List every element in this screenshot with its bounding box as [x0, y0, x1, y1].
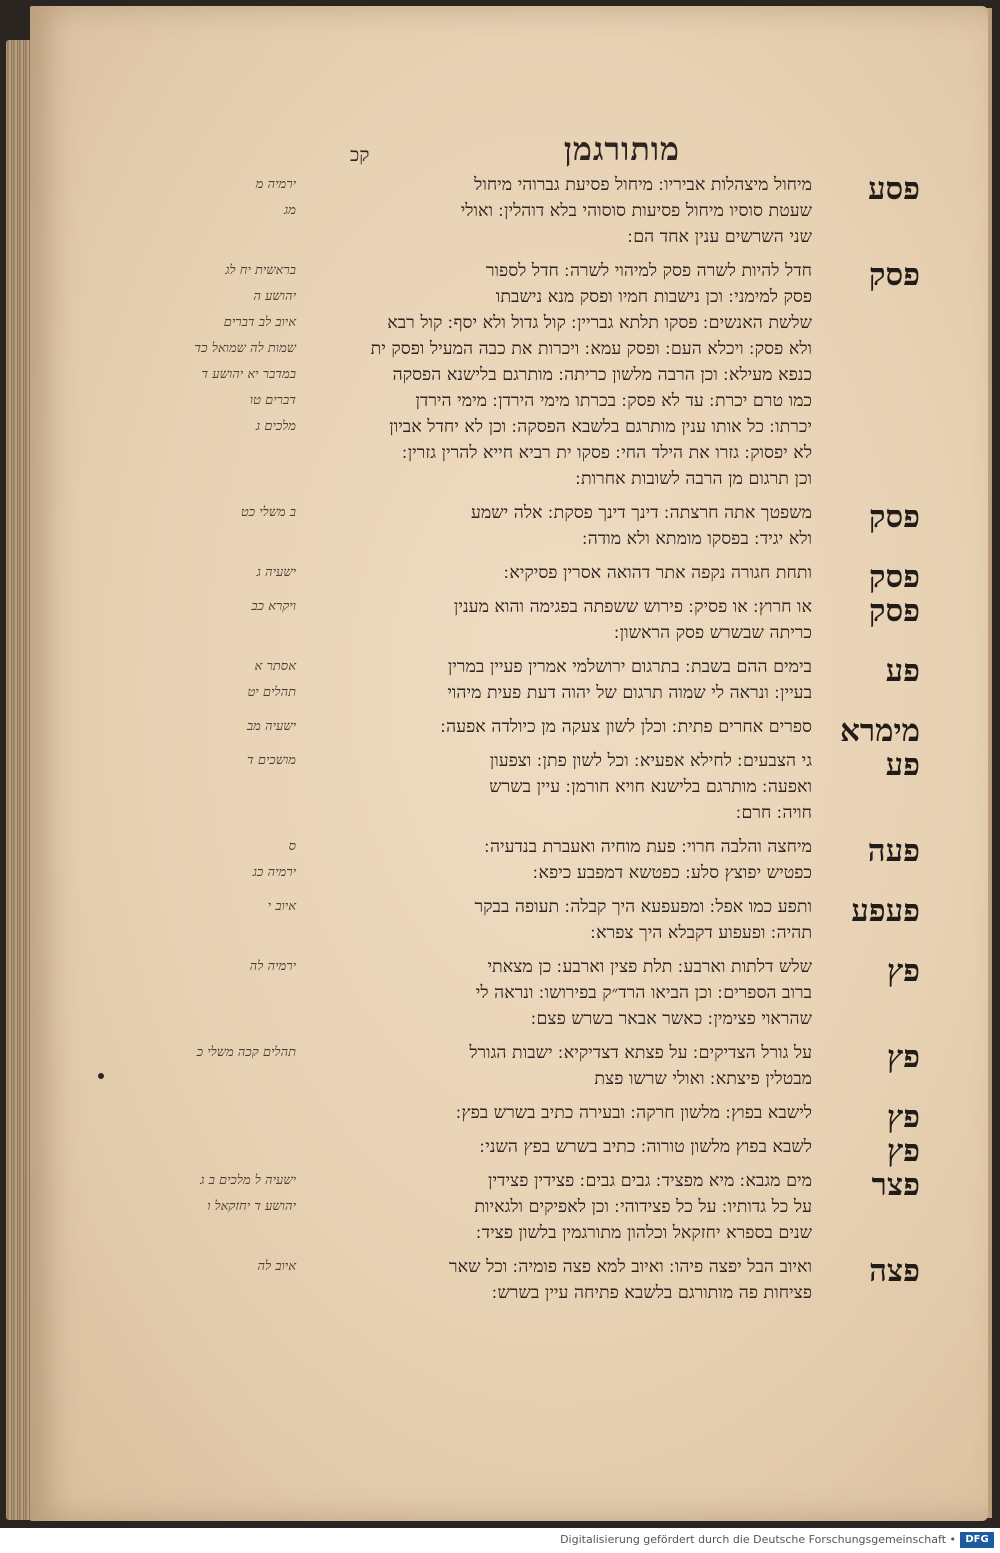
entry-line: כפטיש יפוצץ סלע ׃ כפטשא דמפבע כיפא ׃ — [532, 863, 812, 883]
margin-reference: מושכים ד — [247, 753, 296, 768]
entry-text — [300, 1134, 812, 1160]
entry-headword: פסק — [868, 559, 920, 595]
entry-text — [300, 894, 812, 946]
dictionary-entry — [200, 654, 920, 706]
margin-references — [192, 748, 296, 774]
margin-reference: ס — [288, 839, 296, 854]
margin-references — [192, 258, 296, 440]
entry-line: ולא יגיד ׃ בפסקו מומתא ולא מודה ׃ — [582, 529, 812, 549]
dictionary-entry — [200, 834, 920, 886]
entry-line: לישבא בפוץ ׃ מלשון חרקה ׃ ובעירה כתיב בשרש בפץ ׃ — [455, 1103, 812, 1123]
entry-line: שהראוי פצימין ׃ כאשר אבאר בשרש פצם ׃ — [530, 1009, 812, 1029]
entry-line: לא יפסוק ׃ גזרו את הילד החי ׃ פסקו ית רביא חייא להרין גזרין ׃ — [402, 443, 812, 463]
entry-text — [300, 1168, 812, 1246]
entry-line: ואיוב הבל יפצה פיהו ׃ ואיוב למא פצה פומיה ׃ וכל שאר — [449, 1257, 812, 1277]
folio-number: קכ — [350, 144, 370, 166]
dictionary-entry — [200, 1254, 920, 1306]
entry-headword: פע — [885, 653, 920, 689]
entry-headword: פצה — [869, 1253, 920, 1289]
digitization-footer — [0, 1528, 1000, 1553]
entry-line: לשבא בפוץ מלשון טורוה ׃ כתיב בשרש בפץ השני ׃ — [479, 1137, 812, 1157]
margin-reference: אסתר א — [254, 659, 296, 674]
entry-line: משפטך אתה חרצתה ׃ דינך דינך פסקת ׃ אלה ישמע — [470, 503, 812, 523]
margin-references — [192, 714, 296, 740]
entry-line: חויה ׃ חרם ׃ — [735, 803, 812, 823]
entry-text — [300, 834, 812, 886]
margin-references — [192, 560, 296, 586]
footer-credit: Digitalisierung gefördert durch die Deutsche Forschungsgemeinschaft • — [560, 1533, 956, 1546]
entry-line: ברוב הספרים ׃ וכן הביאו הרד״ק בפירושו ׃ ונראה לי — [475, 983, 812, 1003]
margin-references — [192, 1168, 296, 1220]
entry-line: שני השרשים ענין אחד הם ׃ — [627, 227, 812, 247]
entry-line: שלשת האנשים ׃ פסקו תלתא גבריין ׃ קול גדול ולא יסף ׃ קול רבא — [387, 313, 812, 333]
entry-line: בימים ההם בשבת ׃ בתרגום ירושלמי אמרין פעיין במרין — [447, 657, 812, 677]
page-header — [300, 130, 680, 176]
entry-line: כמו טרם יכרת ׃ עד לא פסק ׃ בכרתו מימי הירדן ׃ מימי הירדן — [415, 391, 812, 411]
dictionary-entry — [200, 713, 920, 749]
entry-line: ותפע כמו אפל ׃ ומפעפעא היך קבלה ׃ תעופה בבקר — [474, 897, 812, 917]
margin-reference: איוב לה — [257, 1259, 296, 1274]
entry-text — [300, 1040, 812, 1092]
entry-headword: פעה — [867, 833, 920, 869]
entry-line: על גורל הצדיקים ׃ על פצתא דצדיקיא ׃ ישבות הגורל — [469, 1043, 812, 1063]
dfg-logo: DFG — [960, 1532, 994, 1548]
entry-line: וכן תרגום מן הרבה לשובות אחרות ׃ — [575, 469, 812, 489]
entry-line: יכרתו ׃ כל אותו ענין מותרגם בלשבא הפסקה ׃ וכן לא יחדל אביון — [389, 417, 812, 437]
margin-reference: איוב י — [267, 899, 296, 914]
entry-headword: פסק — [868, 593, 920, 629]
entry-text — [300, 1100, 812, 1126]
margin-reference: איוב לב דברים — [223, 315, 296, 330]
entry-headword: פץ — [886, 1133, 920, 1169]
dictionary-entry — [200, 559, 920, 595]
margin-references — [192, 172, 296, 224]
entry-line: על כל גדותיו ׃ על כל פצידוהי ׃ וכן לאפיקים ולגאיות — [474, 1197, 812, 1217]
dictionary-entry — [200, 1099, 920, 1135]
margin-references — [192, 1040, 296, 1066]
entry-headword: פעפע — [851, 893, 920, 929]
entry-text — [300, 1254, 812, 1306]
dictionary-entry — [200, 894, 920, 946]
margin-references — [192, 1254, 296, 1280]
margin-reference: ויקרא כב — [251, 599, 296, 614]
entry-line: ספרים אחרים פתית ׃ וכלן לשון צעקה מן כיולדה אפעה ׃ — [440, 717, 812, 737]
margin-references — [192, 654, 296, 706]
dictionary-entry — [200, 1133, 920, 1169]
margin-reference: ישעיה מב — [246, 719, 296, 734]
dictionary-entry — [200, 594, 920, 646]
margin-reference: ירמיה מ — [255, 177, 296, 192]
margin-reference: מלכים ג — [255, 419, 296, 434]
margin-reference: ב משלי כט — [240, 505, 296, 520]
entry-line: חדל להיות לשרה פסק למיהוי לשרה ׃ חדל לספור — [485, 261, 812, 281]
entry-text — [300, 954, 812, 1032]
entry-line: מיחול מיצהלות אביריו ׃ מיחול פסיעת גברוהי מיחול — [474, 175, 812, 195]
entry-line: שנים בספרא יחזקאל וכלהון מתורגמין בלשון פציד ׃ — [476, 1223, 812, 1243]
margin-references — [192, 834, 296, 886]
entry-text — [300, 748, 812, 826]
entry-headword: מימרא — [839, 713, 920, 749]
entry-text — [300, 714, 812, 740]
dictionary-entry — [200, 954, 920, 1032]
entry-line: שלש דלתות וארבע ׃ תלת פצין וארבע ׃ כן מצאתי — [487, 957, 812, 977]
entry-line: או חרוץ ׃ או פסיק ׃ פירוש ששפתה בפגימה והוא מענין — [453, 597, 812, 617]
entry-headword: פץ — [886, 1039, 920, 1075]
entry-text — [300, 594, 812, 646]
entry-headword: פץ — [886, 1099, 920, 1135]
entry-headword: פסק — [868, 257, 920, 293]
margin-references — [192, 500, 296, 526]
margin-reference: מג — [284, 203, 296, 218]
margin-reference: ירמיה לה — [249, 959, 296, 974]
dictionary-entry — [200, 172, 920, 250]
entry-line: מבטלין פיצתא ׃ ואולי שרשו פצת — [594, 1069, 812, 1089]
margin-reference: ישעיה ל מלכים ב ג — [200, 1173, 296, 1188]
entry-line: מיחצה והלבה חרוי ׃ פעת מוחיה ואעברת בנדעיה ׃ — [484, 837, 812, 857]
entry-line: פסק למימני ׃ וכן נישבות חמיו ופסק מנא נישבתו — [495, 287, 812, 307]
entry-text — [300, 654, 812, 706]
margin-reference: דברים טו — [249, 393, 296, 408]
entry-headword: פסק — [868, 499, 920, 535]
dictionary-entry — [194, 257, 920, 492]
entry-line: ולא פסק ׃ ויכלא העם ׃ ופסק עמא ׃ ויכרות את כבה המעיל ופסק ית — [370, 339, 812, 359]
margin-reference: ישעיה ג — [256, 565, 296, 580]
margin-reference: יהושע ד יחזקאל ו — [207, 1199, 296, 1214]
entry-line: פציחות פה מותורגם בלשבא פתיחה עיין בשרש ׃ — [491, 1283, 812, 1303]
entry-line: בעיין ׃ ונראה לי שמוה תרגום של יהוה דעת פעית מיהוי — [447, 683, 812, 703]
margin-reference: שמות לה שמואל כד — [194, 341, 296, 356]
entry-line: שעטת סוסיו מיחול פסיעות סוסוהי בלא דוהלין ׃ ואולי — [460, 201, 812, 221]
book-spine-edge — [6, 40, 32, 1520]
entry-line: ואפעה ׃ מותרגם בלישנא חויא חורמן ׃ עיין בשרש — [489, 777, 812, 797]
entry-line: גי הצבעים ׃ לחילא אפעיא ׃ וכל לשון פתן ׃ וצפעון — [489, 751, 812, 771]
running-head: מותורגמן — [563, 130, 680, 168]
entry-headword: פץ — [886, 953, 920, 989]
entry-text — [300, 500, 812, 552]
margin-reference: במדבר יא יהושע ד — [201, 367, 296, 382]
entry-headword: פצר — [871, 1167, 920, 1203]
dictionary-entry — [200, 500, 920, 552]
entry-line: ותחת חגורה נקפה אתר דהואה אסרין פסיקיא ׃ — [503, 563, 812, 583]
margin-reference: יהושע ה — [253, 289, 296, 304]
ink-dot — [98, 1073, 104, 1079]
margin-reference: בראשית יח לג — [225, 263, 296, 278]
entry-line: כריתה שבשרש פסק הראשון ׃ — [614, 623, 812, 643]
entry-headword: פע — [885, 747, 920, 783]
margin-reference: תהלים קכה משלי כ — [196, 1045, 296, 1060]
entry-text — [300, 172, 812, 250]
entry-line: תהיה ׃ ופעפוע דקבלא היך צפרא ׃ — [590, 923, 812, 943]
entry-text — [300, 560, 812, 586]
entry-line: מים מגבא ׃ מיא מפציד ׃ גבים גבים ׃ פצידין פצידין — [488, 1171, 812, 1191]
margin-reference: ירמיה כג — [252, 865, 296, 880]
entry-text — [300, 258, 812, 492]
dictionary-entry — [200, 748, 920, 826]
margin-references — [192, 594, 296, 620]
margin-references — [192, 954, 296, 980]
margin-reference: תהלים יט — [247, 685, 296, 700]
dictionary-text-block — [194, 171, 920, 1314]
dictionary-entry — [196, 1039, 920, 1092]
margin-references — [192, 894, 296, 920]
dictionary-entry — [200, 1168, 920, 1246]
entry-line: כנפא מעילא ׃ וכן הרבה מלשון כריתה ׃ מותרגם בלישנא הפסקה — [392, 365, 812, 385]
entry-headword: פסע — [867, 171, 920, 207]
